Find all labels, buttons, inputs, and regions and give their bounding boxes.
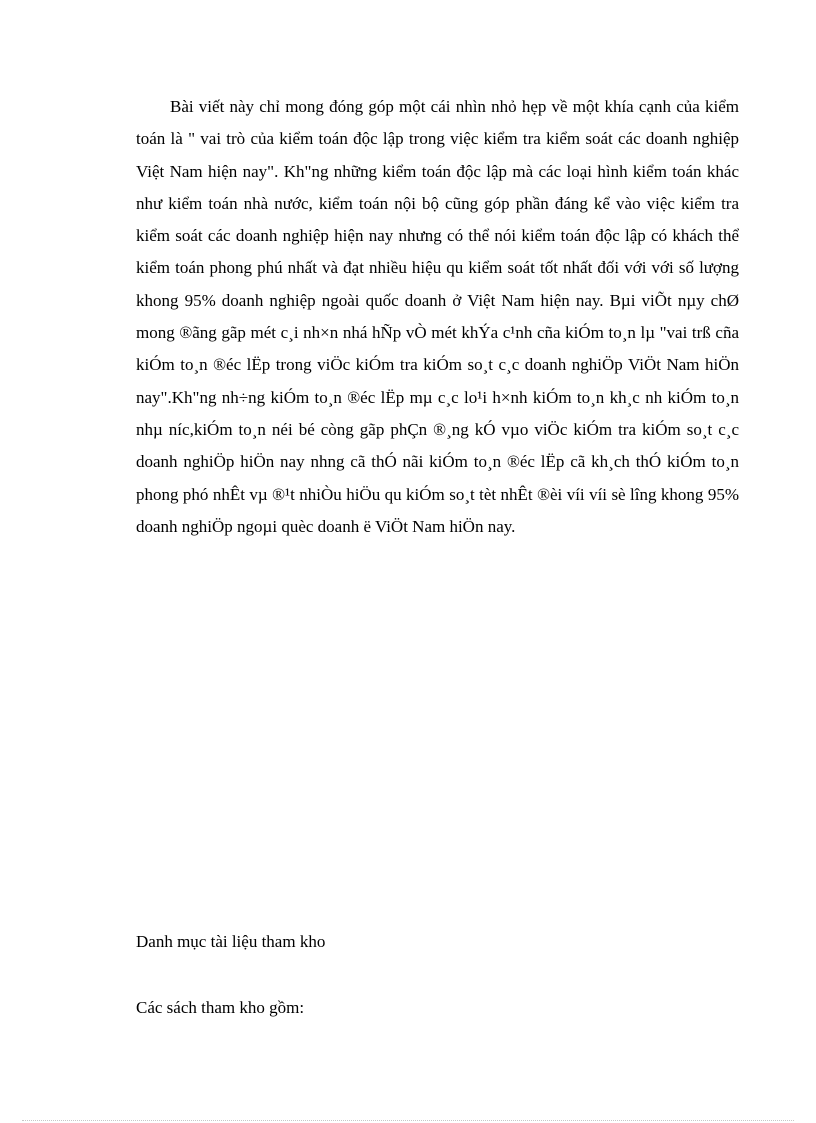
- body-paragraph: Bài viết này chỉ mong đóng góp một cái nhìn nhỏ hẹp về một khía cạnh của kiểm toán là " vai trò của kiểm toán độc lập trong việc kiểm tra kiểm soát các doanh nghiệp Việt Nam hiện nay". Kh"ng những kiểm toán độc lập mà các loại hình kiểm toán khác như kiểm toán nhà nước, kiểm toán nội bộ cũng góp phần đáng kể vào việc kiểm tra kiểm soát các doanh nghiệp hiện nay nhưng có thể nói kiểm toán độc lập có khách thể kiểm toán phong phú nhất và đạt nhiều hiệu qu kiểm soát tốt nhất đối với với số lượng khong 95% doanh nghiệp ngoài quốc doanh ở Việt Nam hiện nay. Bµi viÕt nµy chØ mong ®ãng gãp mét c¸i nh×n nhá hÑp vÒ mét khÝa c¹nh cña kiÓm to¸n lµ "vai trß cña kiÓm to¸n ®éc lËp trong viÖc kiÓm tra kiÓm so¸t c¸c doanh nghiÖp ViÖt Nam hiÖn nay".Kh"ng nh÷ng kiÓm to¸n ®éc lËp mµ c¸c lo¹i h×nh kiÓm to¸n kh¸c nh kiÓm to¸n nhµ níc,kiÓm to¸n néi bé còng gãp phÇn ®¸ng kÓ vµo viÖc kiÓm tra kiÓm so¸t c¸c doanh nghiÖp hiÖn nay nhng cã thÓ nãi kiÓm to¸n ®éc lËp cã kh¸ch thÓ kiÓm to¸n phong phó nhÊt vµ ®¹t nhiÒu hiÖu qu kiÓm so¸t tèt nhÊt ®èi víi víi sè lîng khong 95% doanh nghiÖp ngoµi quèc doanh ë ViÖt Nam hiÖn nay.: [136, 97, 739, 536]
- references-subtitle: Các sách tham kho gồm:: [136, 998, 305, 1017]
- references-title: Danh mục tài liệu tham kho: [136, 932, 326, 951]
- page-bottom-rule: [22, 1120, 794, 1121]
